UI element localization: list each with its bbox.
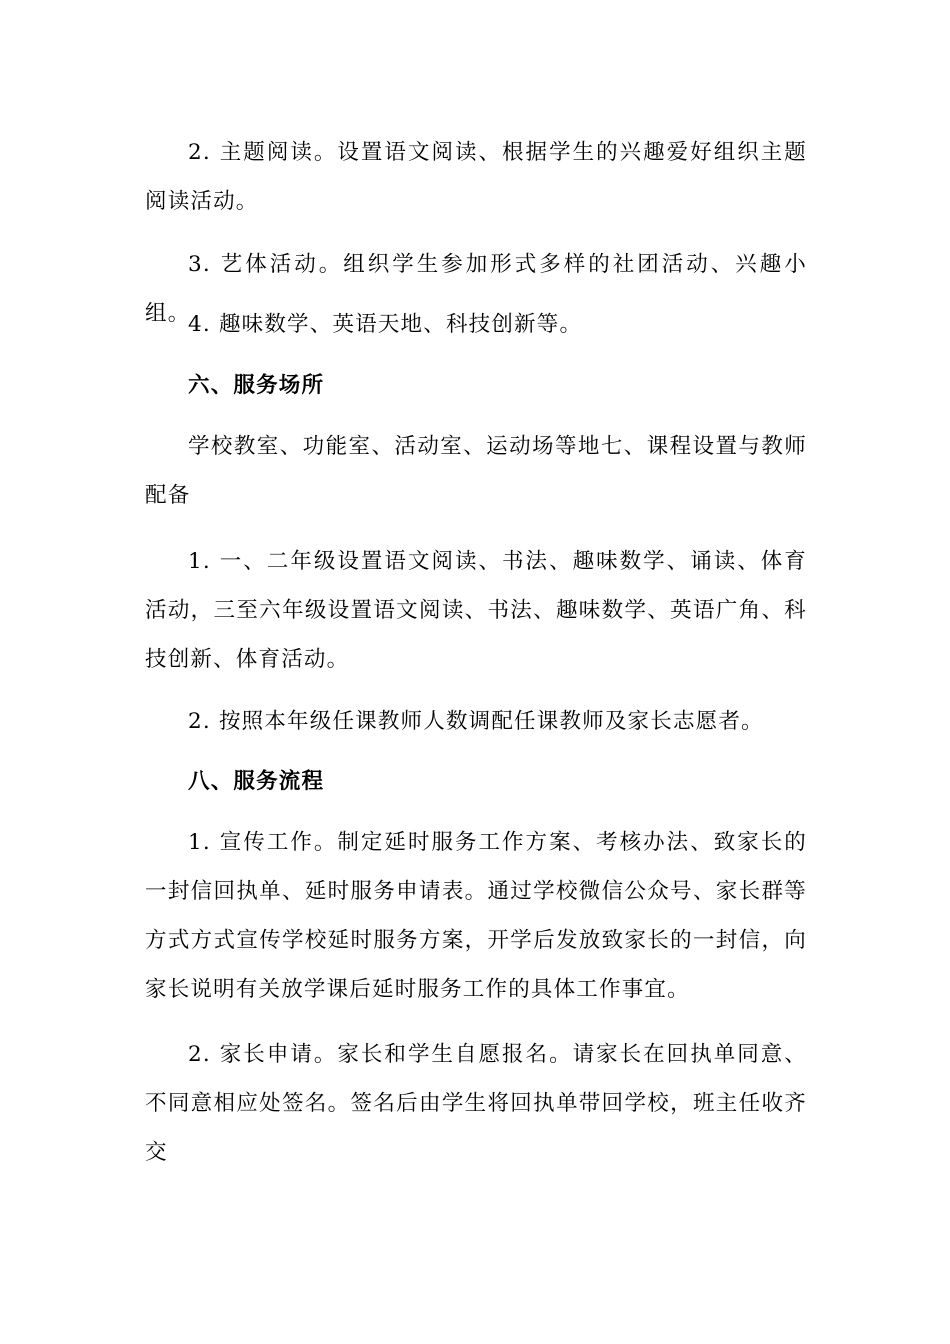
paragraph-theme-reading: 2. 主题阅读。设置语文阅读、根据学生的兴趣爱好组织主题阅读活动。 bbox=[145, 140, 807, 214]
section-heading-service-process: 八、服务流程 bbox=[188, 769, 325, 794]
paragraph-fun-math: 4. 趣味数学、英语天地、科技创新等。 bbox=[188, 312, 583, 337]
paragraph-publicity: 1. 宣传工作。制定延时服务工作方案、考核办法、致家长的一封信回执单、延时服务申请表。通过学校微信公众号、家长群等方式方式宣传学校延时服务方案，开学后发放致家长的一封信，向家长说明有关放学课后延时服务工作的具体工作事宜。 bbox=[145, 830, 807, 1002]
paragraph-arts-sports: 3. 艺体活动。组织学生参加形式多样的社团活动、兴趣小组。 bbox=[145, 252, 807, 326]
paragraph-teacher-allocation: 2. 按照本年级任课教师人数调配任课教师及家长志愿者。 bbox=[188, 709, 764, 734]
paragraph-grade-courses: 1. 一、二年级设置语文阅读、书法、趣味数学、诵读、体育活动，三至六年级设置语文阅读、书法、趣味数学、英语广角、科技创新、体育活动。 bbox=[145, 549, 807, 672]
section-heading-service-venue: 六、服务场所 bbox=[188, 373, 325, 398]
paragraph-venues: 学校教室、功能室、活动室、运动场等地七、课程设置与教师配备 bbox=[145, 434, 807, 508]
paragraph-parent-application: 2. 家长申请。家长和学生自愿报名。请家长在回执单同意、不同意相应处签名。签名后由学生将回执单带回学校，班主任收齐交 bbox=[145, 1042, 807, 1165]
